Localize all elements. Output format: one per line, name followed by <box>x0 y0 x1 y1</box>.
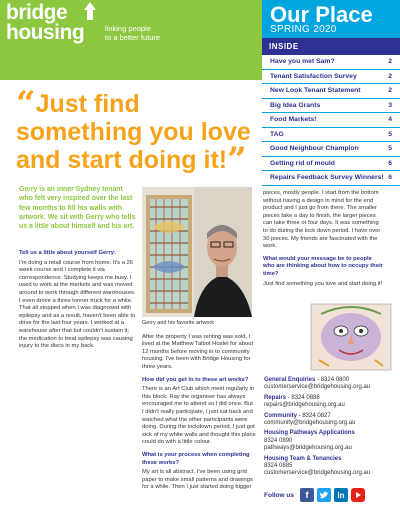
contents-item-page: 6 <box>388 159 392 167</box>
contact-label: Community <box>264 412 297 419</box>
contents-item-label: Food Markets! <box>270 116 317 123</box>
contact-item <box>264 377 398 392</box>
contents-item-label: Have you met Sam? <box>270 58 335 65</box>
facebook-icon[interactable]: f <box>300 488 314 502</box>
logo-arrow-icon <box>84 2 98 20</box>
contents-item[interactable] <box>262 142 400 157</box>
logo-word-bridge: bridge <box>6 1 68 24</box>
contents-item-label: Tenant Satisfaction Survey <box>270 72 357 80</box>
question-heading: What is your process when completing these works? <box>142 451 250 466</box>
contact-phone[interactable]: 8324 0890 <box>264 437 293 444</box>
contact-label: Housing Team & Tenancies <box>264 455 342 462</box>
pull-quote <box>16 84 261 180</box>
contents-item-page: 5 <box>388 130 392 138</box>
contents-item[interactable] <box>262 55 400 70</box>
contact-details <box>264 377 398 481</box>
contact-email[interactable]: pathways@bridgehousing.org.au <box>264 445 352 452</box>
contact-phone[interactable]: - 8324 0886 <box>286 394 320 401</box>
contact-item <box>264 430 398 452</box>
contents-item-page: 6 <box>388 174 392 181</box>
table-of-contents <box>262 38 400 186</box>
answer-paragraph: After the property I was renting was sold, I lived at the Matthew Talbot Hostel for about 12 months before moving in to community housing. I've been with Bridge Housing for three years. <box>142 333 254 370</box>
contact-phone[interactable]: 8324 0885 <box>264 463 293 470</box>
contact-label: Repairs <box>264 394 287 401</box>
contents-item[interactable] <box>262 70 400 85</box>
contact-heading <box>264 413 398 420</box>
contents-item-label: Repairs Feedback Survey Winners! <box>270 174 384 181</box>
question-heading: Tell us a little about yourself Gerry: <box>19 250 116 256</box>
contact-heading <box>264 377 398 384</box>
contents-item-page: 2 <box>388 72 392 80</box>
answer-paragraph: pieces, mostly people. I start from the bottom without having a design in mind for the end product and I just go from there. The smaller pieces take a day to finish, the larger pieces can take three or four days. It was something to do during the lock down period. I have over 30 pieces. My friends are fascinated with the work. <box>263 190 381 250</box>
contact-email[interactable]: customerservice@bridgehousing.org.au <box>264 384 371 391</box>
contact-item <box>264 456 398 478</box>
gerry-with-artwork-photo <box>142 187 252 317</box>
contact-email[interactable]: repairs@bridgehousing.org.au <box>264 402 345 409</box>
social-links <box>264 488 365 502</box>
answer-paragraph: I'm doing a retail course from home. It's a 26 week course and I complete it via correspondence. Studying keeps me busy. I used to work at the markets and was moved around to work through different warehouses. I even drove a three tonner truck for a while. That all stopped when I was diagnosed with epilepsy and as a result, haven't been able to drive for the last four years. I worked at a warehouse after that but couldn't sustain it; the medication to treat epilepsy was causing injury to the discs in my back. <box>19 259 136 350</box>
answer-paragraph: Just find something you love and start doing it! <box>263 280 383 287</box>
tagline: linking people to a better future <box>105 24 161 42</box>
contents-item[interactable] <box>262 157 400 172</box>
contents-list <box>262 55 400 186</box>
logo-word-housing: housing <box>6 21 85 44</box>
contents-item-page: 5 <box>388 145 392 152</box>
contents-item[interactable] <box>262 84 400 99</box>
contents-item-label: New Look Tenant Statement <box>270 87 361 94</box>
contents-item-page: 3 <box>388 101 392 109</box>
pull-quote-text: Just find something you love and start doing it! <box>16 90 251 174</box>
contact-email[interactable]: customerservice@bridgehousing.org.au <box>264 470 371 477</box>
contact-label: General Enquiries <box>264 377 316 383</box>
contents-item[interactable] <box>262 99 400 114</box>
contact-phone[interactable]: - 8324 0800 <box>315 377 350 383</box>
question-heading: How did you get in to these art works? <box>142 376 249 383</box>
newsletter-title: Our Place <box>270 2 373 27</box>
linkedin-icon[interactable]: in <box>334 488 348 502</box>
framed-artwork-image <box>305 300 395 374</box>
article-column-2 <box>142 187 256 497</box>
contents-item-page: 2 <box>388 58 392 65</box>
question-heading: What would your message be to people who are thinking about how to occupy their time? <box>263 255 383 277</box>
contents-item-label: Getting rid of mould <box>270 159 335 167</box>
contact-item <box>264 413 398 428</box>
contents-item-label: Big Idea Grants <box>270 101 321 109</box>
contents-item-page: 4 <box>388 116 392 123</box>
contents-item-label: Good Neighbour Champion <box>270 145 359 152</box>
photo-caption: Gerry and his favorite artwork <box>142 320 215 326</box>
contact-item <box>264 395 398 410</box>
twitter-icon[interactable] <box>317 488 331 502</box>
answer-paragraph: There is an Art Club which meet regularly in this block. Ray the organiser has always encouraged me to attend so I did once. But I didn't really participate, I just sat back and watched what the other participants were doing. During the lockdown period, I just got sick of my white walls and thought this place could do with a little colour. <box>142 386 256 446</box>
answer-paragraph: My art is all abstract. I've been using grid paper to make small patterns and drawings for a while. Then I just started doing bigger <box>142 469 253 491</box>
contents-item[interactable] <box>262 113 400 128</box>
bridge-housing-logo[interactable] <box>6 2 116 46</box>
contents-item[interactable] <box>262 171 400 186</box>
issue-date: SPRING 2020 <box>270 24 337 35</box>
photo-illustration <box>142 187 252 317</box>
youtube-icon[interactable] <box>351 488 365 502</box>
article-lead: Gerry is an inner Sydney tenant who felt very inspired over the last few months to fill his walls with artwork. We sit with Gerry who tells us a little about himself and his art. <box>19 186 136 231</box>
contents-heading: INSIDE <box>262 38 400 55</box>
contact-heading <box>264 395 398 402</box>
contents-item[interactable] <box>262 128 400 143</box>
contact-phone[interactable]: - 8324 0827 <box>297 412 331 419</box>
contact-heading <box>264 456 398 463</box>
close-quote-mark: ” <box>227 140 247 180</box>
open-quote-mark: “ <box>16 84 36 124</box>
contents-item-label: TAG <box>270 130 284 138</box>
contact-label: Housing Pathways Applications <box>264 430 355 437</box>
article-column-1 <box>19 250 137 356</box>
contact-heading <box>264 430 398 437</box>
contents-item-page: 2 <box>388 87 392 94</box>
article-column-3 <box>263 190 383 293</box>
follow-us-label: Follow us <box>264 491 294 499</box>
contact-email[interactable]: community@bridgehousing.org.au <box>264 420 356 427</box>
